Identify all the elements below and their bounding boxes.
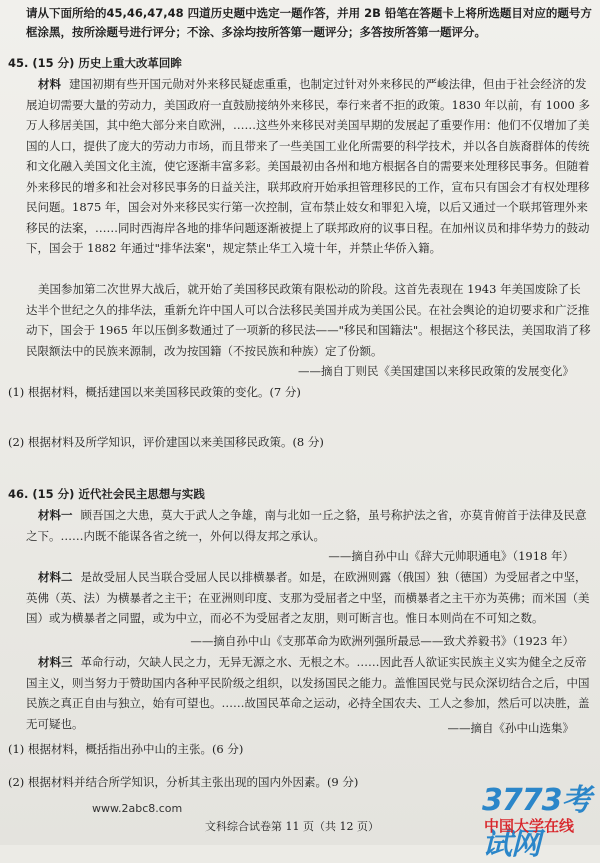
selection-instruction: 请从下面所给的45,46,47,48 四道历史题中选定一题作答，并用 2B 铅笔在答题卡上将所选题目对应的题号方框涂黑，按所涂题号进行评分；不涂、多涂均按所答第一题评分；多答按所答第一题评分。 [26, 6, 592, 39]
q46-m3-source: ——摘自《孙中山选集》 [447, 721, 574, 735]
q45-subquestion-2: (2) 根据材料及所学知识，评价建国以来美国移民政策。(8 分) [8, 435, 324, 449]
q46-subquestion-1: (1) 根据材料，概括指出孙中山的主张。(6 分) [8, 742, 244, 756]
q45-source: ——摘自丁则民《美国建国以来移民政策的发展变化》 [298, 364, 574, 378]
q46-m2-label: 材料二 [38, 570, 73, 584]
q46-m1-label: 材料一 [38, 508, 73, 522]
q46-subquestion-2: (2) 根据材料并结合所学知识，分析其主张出现的国内外因素。(9 分) [8, 775, 359, 789]
q46-m2-source: ——摘自孙中山《支那革命为欧洲列强所最忌——致犬养毅书》（1923 年） [190, 634, 574, 648]
q45-subquestion-1: (1) 根据材料，概括建国以来美国移民政策的变化。(7 分) [8, 385, 301, 399]
q46-header: 46. (15 分) 近代社会民主思想与实践 [8, 487, 205, 501]
q45-header: 45. (15 分) 历史上重大改革回眸 [8, 56, 182, 70]
q46-m1-text: 顾吾国之大患，莫大于武人之争雄，南与北如一丘之貉，虽号称护法之省，亦莫肯俯首于法律及民意之下。……内既不能谋各省之统一，外何以得友邦之承认。 [26, 508, 587, 543]
q45-material-para1 [8, 74, 592, 259]
q45-material-para2: 美国参加第二次世界大战后，就开始了美国移民政策有限松动的阶段。这首先表现在 1943 年美国废除了长达半个世纪之久的排华法，重新允许中国人可以合法移民美国并成为美国公民。在社会舆论的迫切要求和广泛推动下，国会于 1965 年以压倒多数通过了一项新的移民法——"移民和国籍法"。根据这个移民法，美国取消了移民限额法中的民族来源制，改为按国籍（不按民族和种族）定了份额。 [26, 282, 591, 358]
site-logo [482, 775, 592, 862]
logo-bottom-text: 中国大学在线 [484, 817, 575, 835]
q46-m2-text: 是故受屈人民当联合受屈人民以排横暴者。如是，在欧洲则露（俄国）独（德国）为受屈者之中坚，英佛（英、法）为横暴者之主干；在亚洲则印度、支那为受屈者之中坚，而横暴者之主干亦为英佛；而米国（美国）或为横暴者之同盟，或为中立，而必不为受屈者之友朋，则可断言也。惟日本则尚在不可知之数。 [26, 570, 590, 625]
q45-para1-text: 建国初期有些开国元勋对外来移民疑虑重重，也制定过针对外来移民的严峻法律，但由于社会经济的发展迫切需要大量的劳动力，美国政府一直鼓励接纳外来移民，奉行来者不拒的政策。1830 年以前，有 1000 多万人移居美国，其中绝大部分来自欧洲，……这些外来移民对美国早期的发展起了重要作用：他们不仅增加了美国的人口，提供了庞大的劳动力市场，而且带来了一些美国工业化所需要的科学技术，并以各自族裔群体的传统和文化融入美国文化主流，使它逐渐丰富多彩。美国最初由各州和地方根据各自的需要来处理移民事务。但随着外来移民的增多和社会对移民事务的日益关注，联邦政府开始承担管理移民的工作，宣布只有国会才有权处理移民问题。1875 年，国会对外来移民实行第一次控制，宣布禁止妓女和罪犯入境，以后又通过一个联邦管理外来移民的法案，……同时西海岸各地的排华问题逐渐被提上了联邦政府的议事日程。在加州议员和排华势力的鼓动下，国会于 1882 年通过"排华法案"，规定禁止华工入境十年，并禁止华侨入籍。 [26, 77, 590, 255]
q46-material-1 [8, 505, 592, 546]
page-footer: 文科综合试卷第 11 页（共 12 页） [205, 820, 379, 833]
q46-material-2 [8, 567, 592, 629]
q46-m3-text: 革命行动，欠缺人民之力，无异无源之水、无根之木。……因此吾人欲证实民族主义实为健全之反帝国主义，则当努力于赞助国内各种平民阶级之组织，以发扬国民之能力。盖惟国民党与民众深切结合之后，中国民族之真正自由与独立，始有可望也。……故国民革命之运动，必持全国农夫、工人之参加，然后可以决胜，盖无可疑也。 [26, 655, 590, 731]
q45-material-label: 材料 [38, 77, 61, 91]
q46-m1-source: ——摘自孙中山《辞大元帅职通电》（1918 年） [328, 549, 574, 563]
logo-top-text: 3773考试网 [482, 783, 591, 862]
q46-m3-label: 材料三 [38, 655, 73, 669]
watermark-url: www.2abc8.com [92, 802, 183, 815]
